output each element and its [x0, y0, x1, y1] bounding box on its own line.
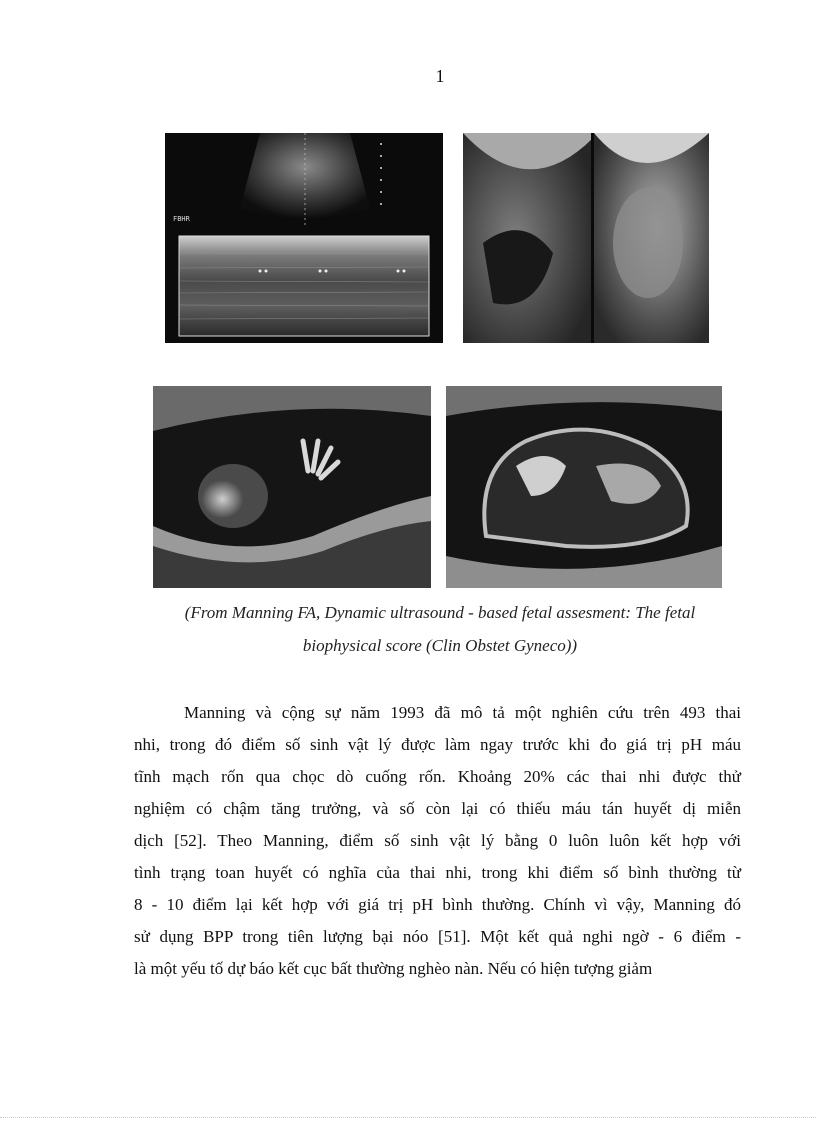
ultrasound-fetal-hand-image	[153, 386, 431, 588]
body-line: dịch [52]. Theo Manning, điểm số sinh vật lý bằng 0 luôn luôn kết hợp với	[134, 831, 741, 850]
body-line: sử dụng BPP trong tiên lượng bại nóo [51]. Một kết quả nghi ngờ - 6 điểm -	[134, 927, 741, 946]
body-line: là một yếu tố dự báo kết cục bất thường nghèo nàn. Nếu có hiện tượng giảm	[134, 959, 653, 978]
footer-divider	[0, 1117, 816, 1118]
m-mode-overlay-label: FBHR	[173, 215, 190, 223]
figure-caption-line-1: (From Manning FA, Dynamic ultrasound - based fetal assesment: The fetal	[184, 603, 696, 622]
body-line: nghiệm có chậm tăng trưởng, và số còn lại có thiếu máu tán huyết dị miễn	[134, 799, 741, 818]
body-line: tình trạng toan huyết có nghĩa của thai nhi, trong khi điểm số bình thường từ	[134, 863, 741, 882]
figure-caption-line-2: biophysical score (Clin Obstet Gyneco))	[302, 636, 578, 655]
body-paragraph	[134, 697, 741, 985]
ultrasound-fetal-profile-image	[446, 386, 722, 588]
ultrasound-dual-view-image	[463, 133, 709, 343]
body-line: tĩnh mạch rốn qua chọc dò cuống rốn. Khoảng 20% các thai nhi được thử	[134, 767, 741, 786]
page-number: 1	[435, 66, 445, 86]
ultrasound-m-mode-image	[165, 133, 443, 343]
body-line: Manning và cộng sự năm 1993 đã mô tả một nghiên cứu trên 493 thai	[184, 703, 741, 722]
body-line: nhi, trong đó điểm số sinh vật lý được làm ngay trước khi đo giá trị pH máu	[134, 735, 741, 754]
body-line: 8 - 10 điểm lại kết hợp với giá trị pH bình thường. Chính vì vậy, Manning đó	[134, 895, 741, 914]
